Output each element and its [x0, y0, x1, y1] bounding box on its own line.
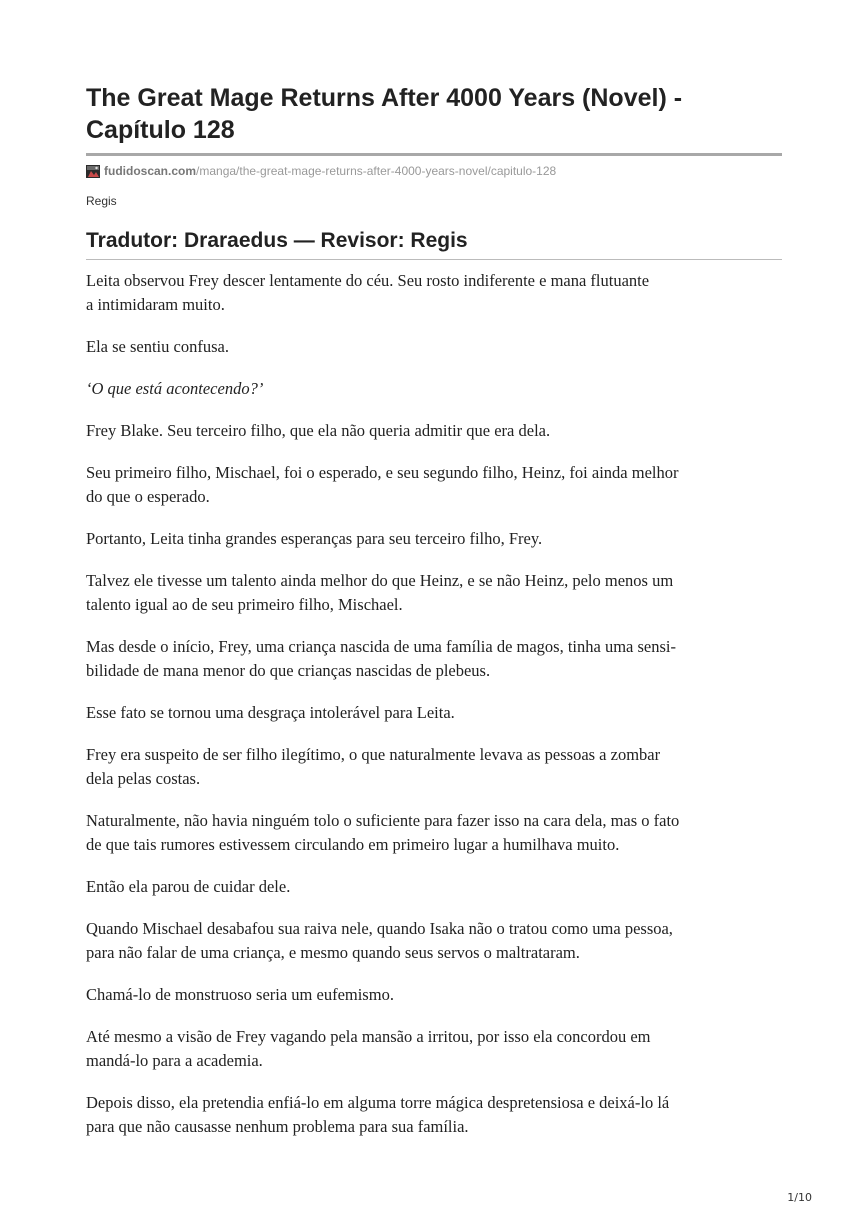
paragraph-line: Quando Mischael desabafou sua raiva nele, quando Isaka não o tratou como uma pessoa, — [86, 919, 673, 938]
paragraph — [86, 335, 782, 359]
paragraph — [86, 377, 782, 401]
paragraph — [86, 1091, 782, 1139]
title-divider — [86, 153, 782, 156]
paragraph-line: Mas desde o início, Frey, uma criança nascida de uma família de magos, tinha uma sensi- — [86, 637, 676, 656]
paragraph-line: talento igual ao de seu primeiro filho, Mischael. — [86, 595, 403, 614]
site-favicon-icon — [86, 165, 100, 178]
paragraph-line: Leita observou Frey descer lentamente do céu. Seu rosto indiferente e mana flutuante — [86, 271, 650, 290]
source-domain: fudidoscan.com — [104, 164, 197, 178]
section-heading: Tradutor: Draraedus — Revisor: Regis — [86, 229, 468, 252]
paragraph — [86, 461, 782, 509]
title-line-1: The Great Mage Returns After 4000 Years (Novel) - — [86, 84, 683, 112]
paragraph-line: mandá-lo para a academia. — [86, 1051, 263, 1070]
paragraph-line: a intimidaram muito. — [86, 295, 225, 314]
paragraph-line: ‘O que está acontecendo?’ — [86, 379, 264, 398]
paragraph-line: Seu primeiro filho, Mischael, foi o esperado, e seu segundo filho, Heinz, foi ainda melhor — [86, 463, 679, 482]
chapter-body — [86, 269, 782, 1139]
source-path: /manga/the-great-mage-returns-after-4000-years-novel/capitulo-128 — [196, 164, 557, 178]
paragraph-line: Frey era suspeito de ser filho ilegítimo, o que naturalmente levava as pessoas a zombar — [86, 745, 661, 764]
paragraph-line: bilidade de mana menor do que crianças nascidas de plebeus. — [86, 661, 491, 680]
paragraph — [86, 701, 782, 725]
paragraph — [86, 743, 782, 791]
paragraph-line: Então ela parou de cuidar dele. — [86, 877, 291, 896]
page-number: 1/10 — [787, 1191, 812, 1204]
paragraph-line: do que o esperado. — [86, 487, 210, 506]
paragraph-line: Portanto, Leita tinha grandes esperanças para seu terceiro filho, Frey. — [86, 529, 543, 548]
paragraph-line: Esse fato se tornou uma desgraça intolerável para Leita. — [86, 703, 455, 722]
author-name: Regis — [86, 194, 117, 208]
paragraph-line: Frey Blake. Seu terceiro filho, que ela não queria admitir que era dela. — [86, 421, 551, 440]
paragraph — [86, 983, 782, 1007]
paragraph-line: para que não causasse nenhum problema para sua família. — [86, 1117, 469, 1136]
paragraph-line: para não falar de uma criança, e mesmo quando seus servos o maltrataram. — [86, 943, 580, 962]
paragraph-line: Até mesmo a visão de Frey vagando pela mansão a irritou, por isso ela concordou em — [86, 1027, 651, 1046]
paragraph — [86, 917, 782, 965]
page-title — [86, 82, 782, 146]
heading-divider — [86, 259, 782, 260]
paragraph — [86, 875, 782, 899]
paragraph — [86, 635, 782, 683]
paragraph-line: dela pelas costas. — [86, 769, 201, 788]
paragraph-line: Talvez ele tivesse um talento ainda melhor do que Heinz, e se não Heinz, pelo menos um — [86, 571, 674, 590]
paragraph-line: Chamá-lo de monstruoso seria um eufemismo. — [86, 985, 394, 1004]
paragraph — [86, 527, 782, 551]
paragraph-line: de que tais rumores estivessem circulando em primeiro lugar a humilhava muito. — [86, 835, 620, 854]
paragraph — [86, 419, 782, 443]
document-page — [86, 82, 782, 1157]
paragraph — [86, 1025, 782, 1073]
paragraph — [86, 269, 782, 317]
paragraph-line: Depois disso, ela pretendia enfiá-lo em alguma torre mágica despretensiosa e deixá-lo lá — [86, 1093, 670, 1112]
source-url[interactable] — [86, 163, 782, 179]
paragraph — [86, 569, 782, 617]
paragraph-line: Ela se sentiu confusa. — [86, 337, 229, 356]
title-line-2: Capítulo 128 — [86, 116, 235, 144]
paragraph-line: Naturalmente, não havia ninguém tolo o suficiente para fazer isso na cara dela, mas o fato — [86, 811, 680, 830]
paragraph — [86, 809, 782, 857]
